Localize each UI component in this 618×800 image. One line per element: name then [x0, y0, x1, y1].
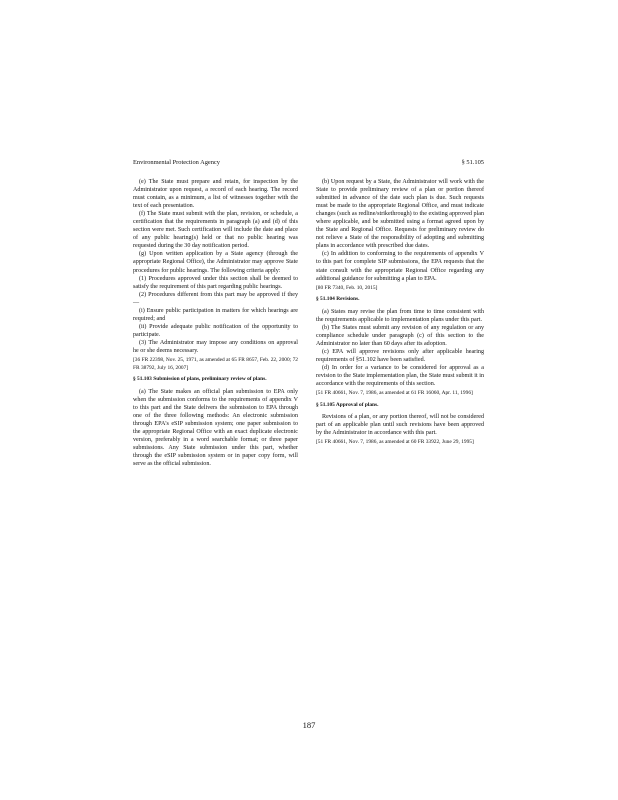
paragraph: (a) The State makes an official plan submission to EPA only when the submission conforms to the requirements of appendix V to this part and the State delivers the submission to EPA through one of the three following methods: An electronic submission through EPA's eSIP submission system; one paper submission to the appropriate Regional Office with an exact duplicate electronic version, preferably in a word searchable format; or three paper submissions. Any State submission under this part, whether through the eSIP submission system or in paper copy form, will serve as the official submission.: [133, 388, 298, 467]
citation: [51 FR 40661, Nov. 7, 1986, as amended at 60 FR 33922, June 29, 1995]: [316, 439, 474, 446]
page-number: 187: [302, 720, 316, 730]
section-heading: § 51.105 Approval of plans.: [316, 401, 379, 408]
paragraph: (3) The Administrator may impose any conditions on approval he or she deems necessary.: [133, 339, 298, 354]
paragraph: (g) Upon written application by a State agency (through the appropriate Regional Office), the Administrator may approve State procedures for public hearings. The following criteria apply:: [133, 251, 298, 274]
paragraph: (c) In addition to conforming to the requirements of appendix V to this part for complete SIP submissions, the EPA requests that the state consult with the appropriate Regional Office regarding any additional guidance for submitting a plan to EPA.: [316, 251, 484, 282]
section-heading: § 51.104 Revisions.: [316, 296, 360, 303]
paragraph: (b) The States must submit any revision of any regulation or any compliance schedule under paragraph (c) of this section to the Administrator no later than 60 days after its adoption.: [316, 324, 484, 347]
paragraph: Revisions of a plan, or any portion thereof, will not be considered part of an applicable plan until such revisions have been approved by the Administrator in accordance with this part.: [316, 414, 484, 437]
paragraph: (2) Procedures different from this part may be approved if they—: [133, 291, 298, 306]
paragraph: (ii) Provide adequate public notification of the opportunity to participate.: [133, 323, 298, 338]
paragraph: (b) Upon request by a State, the Administrator will work with the State to provide preliminary review of a plan or portion thereof submitted in advance of the date such plan is due. Such requests must be made to the appropriate Regional Office, and must indicate changes (such as redline/strikethrough) to the existing approved plan where applicable, and be submitted using a format agreed upon by the State and Regional Office. Requests for preliminary review do not relieve a State of the responsibility of adopting and submitting plans in accordance with prescribed due dates.: [316, 179, 484, 250]
paragraph: (i) Ensure public participation in matters for which hearings are required; and: [133, 307, 298, 322]
paragraph: (c) EPA will approve revisions only after applicable hearing requirements of §51.102 have been satisfied.: [316, 348, 484, 363]
paragraph: (a) States may revise the plan from time to time consistent with the requirements applicable to implementation plans under this part.: [316, 308, 484, 323]
header-agency: Environmental Protection Agency: [133, 159, 220, 166]
citation: [51 FR 40661, Nov. 7, 1986, as amended at 61 FR 16060, Apr. 11, 1996]: [316, 390, 473, 397]
header-section-number: § 51.105: [461, 159, 484, 166]
left-column: [133, 178, 298, 468]
paragraph: (d) In order for a variance to be considered for approval as a revision to the State implementation plan, the State must submit it in accordance with the requirements of this section.: [316, 364, 484, 388]
citation: [80 FR 7340, Feb. 10, 2015]: [316, 284, 378, 291]
citation: [36 FR 22398, Nov. 25, 1971, as amended at 65 FR 8657, Feb. 22, 2000; 72 FR 38792, July 16, 2007]: [133, 357, 298, 371]
running-header: [133, 159, 484, 169]
paragraph: (1) Procedures approved under this section shall be deemed to satisfy the requirement of this part regarding public hearings.: [133, 275, 298, 290]
paragraph: (f) The State must submit with the plan, revision, or schedule, a certification that the requirements in paragraph (a) and (d) of this section were met. Such certification will include the date and place of any public hearing(s) held or that no public hearing was requested during the 30 day notification period.: [133, 211, 298, 250]
paragraph: (e) The State must prepare and retain, for inspection by the Administrator upon request, a record of each hearing. The record must contain, as a minimum, a list of witnesses together with the text of each presentation.: [133, 179, 298, 210]
section-heading: § 51.103 Submission of plans, preliminary review of plans.: [133, 376, 267, 383]
right-column: [316, 178, 484, 451]
